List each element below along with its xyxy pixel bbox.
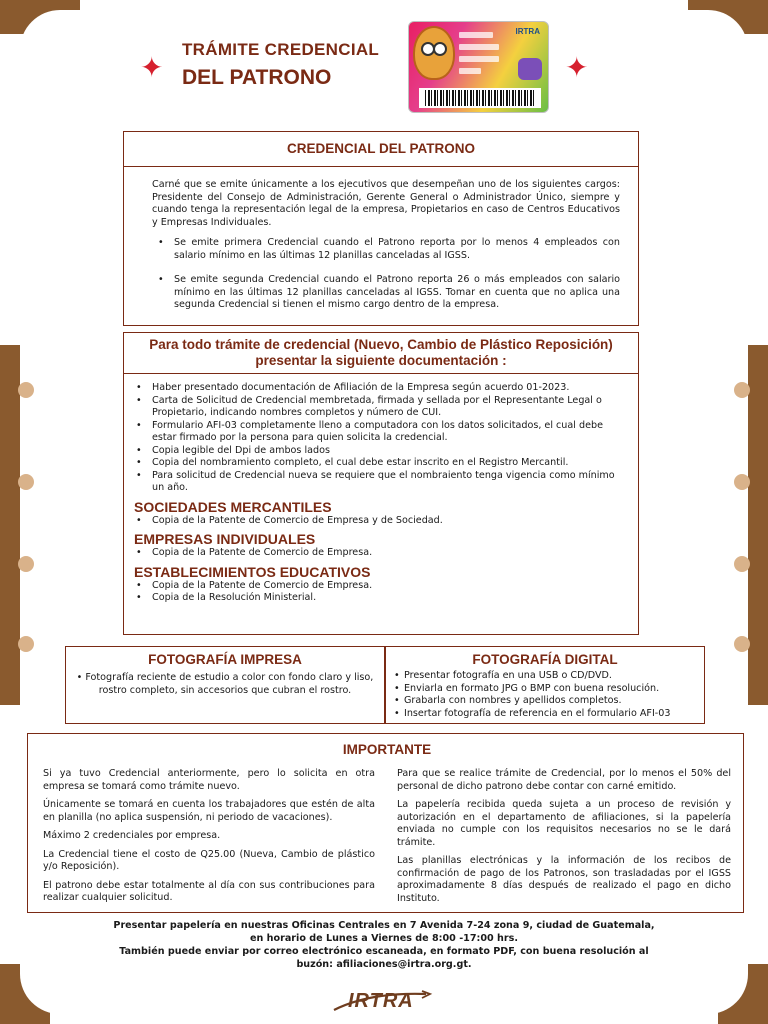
list-item: • Copia de la Patente de Comercio de Empresa.	[134, 547, 626, 560]
sparkle-icon: ✦	[565, 51, 589, 84]
list-item: • Copia de la Patente de Comercio de Empresa y de Sociedad.	[134, 515, 626, 528]
logo-text: IRTRA	[348, 990, 414, 1012]
barcode-icon	[425, 90, 535, 106]
footer-line: Presentar papelería en nuestras Oficinas Centrales en 7 Avenida 7-24 zona 9, ciudad de Guatemala,	[113, 920, 655, 931]
individuales-bullets	[134, 547, 626, 560]
credencial-heading-box	[123, 131, 639, 167]
list-item: • Para solicitud de Credencial nueva se requiere que el nombraiento tenga vigencia como mínimo un año.	[134, 470, 626, 495]
credencial-bullets	[152, 237, 620, 312]
card-logo: IRTRA	[515, 27, 540, 36]
importante-item: Para que se realice trámite de Credencial, por lo menos el 50% del personal de dicho patrono debe contar con carné emitido.	[397, 768, 731, 792]
title-line-1: TRÁMITE CREDENCIAL	[182, 40, 380, 59]
frame-dot	[18, 382, 34, 398]
title-line-2: DEL PATRONO	[182, 66, 332, 89]
credencial-section	[123, 166, 639, 326]
importante-item: Las planillas electrónicas y la información de los recibos de confirmación de pago de los Patronos, son trasladadas por el IGSS aproximadamente 8 días después de realizado el pago en dicho Instituto.	[397, 855, 731, 904]
card-field	[459, 44, 499, 50]
sociedades-bullets	[134, 515, 626, 528]
importante-right-column	[397, 768, 731, 905]
list-item: • Insertar fotografía de referencia en el formulario AFI-03	[392, 708, 698, 721]
list-item: • Haber presentado documentación de Afiliación de la Empresa según acuerdo 01-2023.	[134, 382, 626, 395]
frame-dot	[734, 382, 750, 398]
importante-columns	[43, 768, 731, 905]
list-item: • Se emite primera Credencial cuando el Patrono reporta por lo menos 4 empleados con salario mínimo en las últimas 12 planillas canceladas al IGSS.	[156, 237, 620, 262]
list-item: • Formulario AFI-03 completamente lleno a computadora con los datos solicitados, el cual debe estar firmado por la persona para quien solicita la credencial.	[134, 420, 626, 445]
frame-dot	[18, 556, 34, 572]
frame-dot	[18, 636, 34, 652]
importante-left-column	[43, 768, 375, 905]
importante-item: El patrono debe estar totalmente al día con sus contribuciones para realizar cualquier solicitud.	[43, 879, 375, 903]
foto-impresa-section	[65, 646, 385, 724]
importante-item: Si ya tuvo Credencial anteriormente, pero lo solicita en otra empresa se tomará como trámite nuevo.	[43, 768, 375, 792]
foto-digital-section	[385, 646, 705, 724]
importante-item: La Credencial tiene el costo de Q25.00 (Nueva, Cambio de plástico y/o Reposición).	[43, 848, 375, 872]
card-field	[459, 68, 481, 74]
list-item: • Copia de la Resolución Ministerial.	[134, 592, 626, 605]
individuales-heading: EMPRESAS INDIVIDUALES	[134, 531, 316, 547]
foto-digital-bullets	[392, 670, 698, 720]
documentacion-bullets	[134, 382, 626, 495]
list-item: • Presentar fotografía en una USB o CD/DVD.	[392, 670, 698, 683]
list-item: • Grabarla con nombres y apellidos completos.	[392, 695, 698, 708]
mascot-icon	[413, 26, 455, 80]
frame-dot	[734, 474, 750, 490]
list-item: • Se emite segunda Credencial cuando el Patrono reporta 26 o más empleados con salario mínimo en las últimas 12 planillas canceladas al IGSS. Tomar en cuenta que no aplica una segunda Credencial si tienen el mismo cargo dentro de la empresa.	[156, 274, 620, 312]
footer-text	[96, 919, 672, 971]
foto-digital-heading: FOTOGRAFÍA DIGITAL	[472, 652, 618, 667]
sociedades-heading: SOCIEDADES MERCANTILES	[134, 498, 332, 515]
sparkle-icon: ✦	[140, 51, 164, 84]
importante-section	[27, 733, 744, 913]
list-item: • Copia legible del Dpi de ambos lados	[134, 445, 626, 458]
importante-heading: IMPORTANTE	[342, 742, 432, 757]
list-item: • Carta de Solicitud de Credencial membretada, firmada y sellada por el Representante Legal o Propietario, indicando nombres completos y número de CUI.	[134, 395, 626, 420]
irtra-logo	[330, 988, 440, 1014]
importante-item: Únicamente se tomará en cuenta los trabajadores que estén de alta en planilla (no aplica suspensión, ni periodo de vacaciones).	[43, 799, 375, 823]
list-item: • Copia del nombramiento completo, el cual debe estar inscrito en el Registro Mercantil.	[134, 457, 626, 470]
frame-dot	[734, 556, 750, 572]
frame-dot	[734, 636, 750, 652]
footer-line: También puede enviar por correo electrónico escaneada, en formato PDF, con buena resolución al	[119, 946, 649, 957]
list-item: • Enviarla en formato JPG o BMP con buena resolución.	[392, 683, 698, 696]
credencial-heading: CREDENCIAL DEL PATRONO	[286, 141, 475, 156]
kids-icon	[518, 58, 542, 80]
card-field	[459, 32, 493, 38]
documentacion-heading: Para todo trámite de credencial (Nuevo, Cambio de Plástico Reposición) presentar la siguiente documentación :	[149, 337, 613, 368]
educativos-bullets	[134, 580, 626, 605]
credencial-intro: Carné que se emite únicamente a los ejecutivos que desempeñan uno de los siguientes cargos: Presidente del Consejo de Administración, Gerente General o Administrador Único, siempre y cuando tenga la representación legal de la empresa, Propietarios en caso de Centros Educativos y Empresas Individuales.	[152, 179, 620, 228]
list-item: • Copia de la Patente de Comercio de Empresa.	[134, 580, 626, 593]
importante-item: Máximo 2 credenciales por empresa.	[43, 830, 221, 841]
foto-impresa-text: • Fotografía reciente de estudio a color con fondo claro y liso, rostro completo, sin accesorios que cubran el rostro.	[76, 672, 374, 696]
documentacion-section	[123, 373, 639, 635]
educativos-heading: ESTABLECIMIENTOS EDUCATIVOS	[134, 563, 371, 580]
importante-item: La papelería recibida queda sujeta a un proceso de revisión y autorización en el departamento de afiliaciones, si la papelería enviada no cumple con los requisitos necesarios no se le dará trámite.	[397, 799, 731, 848]
page-title	[182, 40, 379, 90]
foto-impresa-heading: FOTOGRAFÍA IMPRESA	[148, 652, 302, 667]
credential-card-image	[408, 21, 549, 113]
footer-line: buzón: afiliaciones@irtra.org.gt.	[296, 959, 472, 970]
footer-line: en horario de Lunes a Viernes de 8:00 -17:00 hrs.	[250, 933, 518, 944]
card-field	[459, 56, 499, 62]
frame-dot	[18, 474, 34, 490]
documentacion-heading-box	[123, 332, 639, 374]
